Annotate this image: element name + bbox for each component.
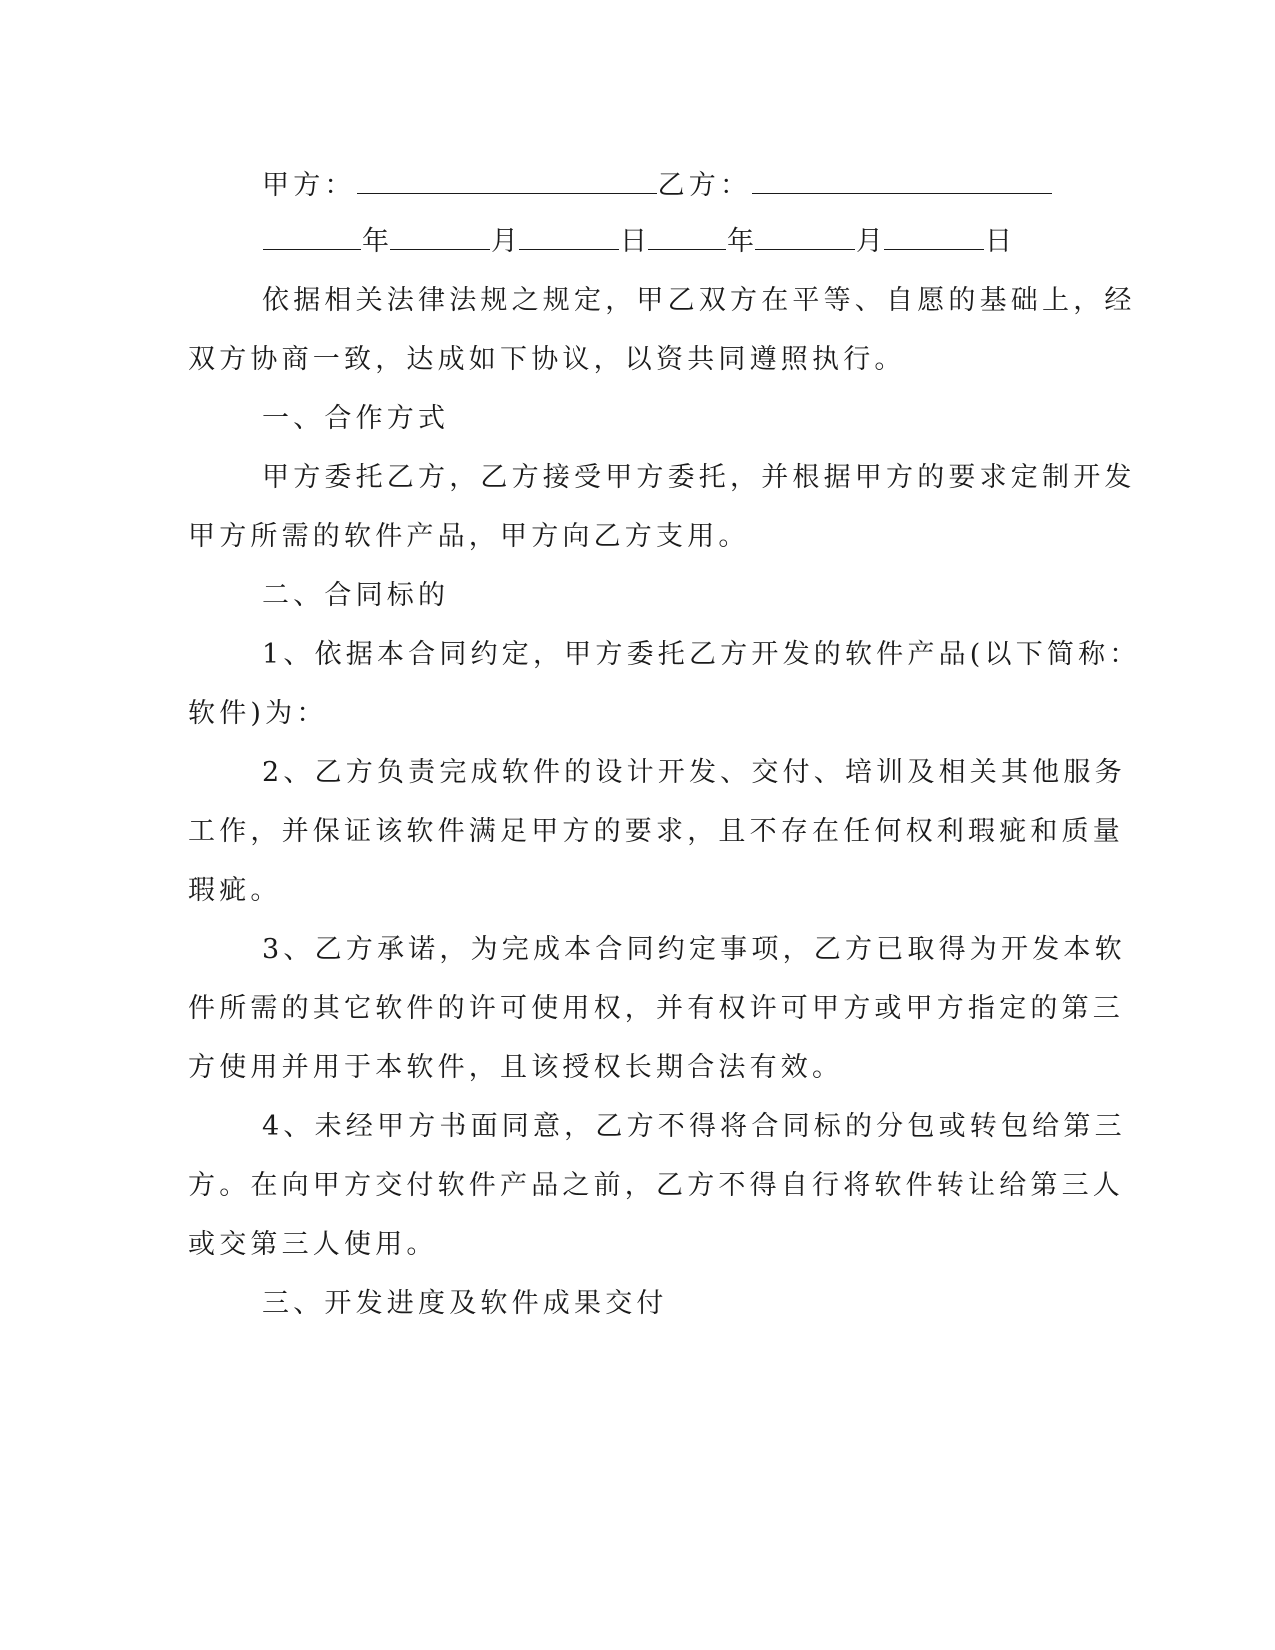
paragraph-line: 4、未经甲方书面同意，乙方不得将合同标的分包或转包给第三 (262, 1111, 1126, 1142)
date-a-month-label: 月 (491, 226, 518, 257)
section-heading: 一、合作方式 (262, 403, 450, 434)
paragraph-line: 方使用并用于本软件，且该授权长期合法有效。 (188, 1052, 844, 1083)
party-b-blank (752, 167, 1052, 194)
paragraph-line: 2、乙方负责完成软件的设计开发、交付、培训及相关其他服务 (262, 757, 1126, 788)
paragraph-line: 工作，并保证该软件满足甲方的要求，且不存在任何权利瑕疵和质量 (188, 816, 1124, 847)
section-heading: 二、合同标的 (262, 580, 450, 611)
date-b-year-blank (648, 223, 726, 250)
date-a-month-blank (390, 223, 490, 250)
date-b-year-label: 年 (727, 226, 754, 257)
section-heading: 三、开发进度及软件成果交付 (262, 1288, 668, 1319)
date-b-month-label: 月 (856, 226, 883, 257)
paragraph-line: 1、依据本合同约定，甲方委托乙方开发的软件产品(以下简称： (262, 639, 1141, 670)
party-b-label: 乙方： (657, 170, 752, 201)
date-b-day-blank (884, 223, 984, 250)
date-a-day-label: 日 (620, 226, 647, 257)
paragraph-line: 依据相关法律法规之规定，甲乙双方在平等、自愿的基础上，经 (262, 285, 1136, 316)
paragraph-line: 甲方所需的软件产品，甲方向乙方支用。 (188, 521, 750, 552)
paragraph-line: 瑕疵。 (188, 875, 282, 906)
paragraph-line: 双方协商一致，达成如下协议，以资共同遵照执行。 (188, 344, 906, 375)
party-line (262, 166, 1162, 206)
date-line (262, 222, 1162, 262)
paragraph-line: 或交第三人使用。 (188, 1229, 438, 1260)
party-a-label: 甲方： (262, 170, 356, 201)
date-a-day-blank (519, 223, 619, 250)
paragraph-line: 方。在向甲方交付软件产品之前，乙方不得自行将软件转让给第三人 (188, 1170, 1124, 1201)
party-a-blank (357, 167, 657, 194)
date-b-day-label: 日 (985, 226, 1012, 257)
paragraph-line: 甲方委托乙方，乙方接受甲方委托，并根据甲方的要求定制开发 (262, 462, 1136, 493)
date-b-month-blank (755, 223, 855, 250)
date-a-year-blank (263, 223, 361, 250)
paragraph-line: 件所需的其它软件的许可使用权，并有权许可甲方或甲方指定的第三 (188, 993, 1124, 1024)
paragraph-line: 3、乙方承诺，为完成本合同约定事项，乙方已取得为开发本软 (262, 934, 1126, 965)
date-a-year-label: 年 (362, 226, 389, 257)
paragraph-line: 软件)为： (188, 698, 328, 729)
